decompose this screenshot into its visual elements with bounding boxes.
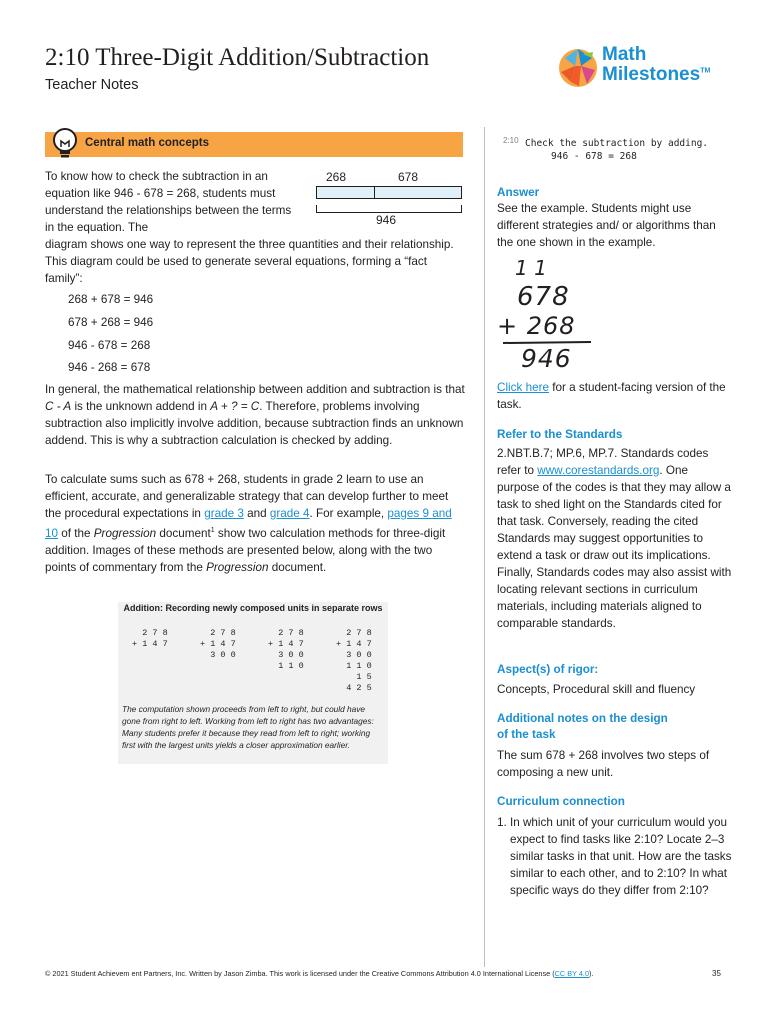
curriculum-number: 1.: [497, 816, 507, 829]
concept-paragraph-1a: To know how to check the subtraction in an equation like 946 - 678 = 268, students must understand the relationships between the terms in the equation. The: [45, 170, 292, 234]
page-title: 2:10 Three-Digit Addition/Subtraction: [45, 44, 430, 71]
page-number: 35: [712, 969, 721, 978]
footer-license: © 2021 Student Achievem ent Partners, Inc. Written by Jason Zimba. This work is licensed under the Creative Commons Attribution 4.0 International License (CC BY 4.0).: [45, 969, 594, 978]
banner-label: Central math concepts: [85, 137, 209, 149]
fact-family-equation: 946 - 678 = 268: [68, 339, 151, 352]
grade-4-link[interactable]: grade 4: [269, 507, 310, 520]
cc-by-link[interactable]: CC BY 4.0: [554, 969, 589, 978]
fact-family-equation: 268 + 678 = 946: [68, 293, 154, 306]
pages-9-10-link[interactable]: pages 9 and 10: [45, 507, 452, 540]
handwritten-solution: [497, 256, 607, 374]
corestandards-link[interactable]: www.corestandards.org: [537, 464, 660, 477]
logo-text-math: Math: [602, 44, 647, 65]
handwritten-top: 678: [517, 282, 570, 312]
grade-3-link[interactable]: grade 3: [204, 507, 244, 520]
logo-text-milestones: Milestones™: [602, 64, 711, 85]
task-number: 2:10: [503, 136, 519, 145]
answer-text: See the example. Students might use different strategies and/ or algorithms than the one shown in the example.: [497, 202, 716, 249]
progression-figure: [118, 602, 388, 764]
page-subtitle: Teacher Notes: [45, 77, 139, 93]
rigor-heading: Aspect(s) of rigor:: [497, 663, 599, 676]
rigor-text: Concepts, Procedural skill and fluency: [497, 683, 696, 696]
tape-bar: [316, 186, 462, 199]
curriculum-text: In which unit of your curriculum would you expect to find tasks like 2:10? Locate 2–3 similar tasks in that unit. How are the tasks similar to each other, and to 2:10? In what specific ways do they differ from 2:10?: [510, 816, 732, 897]
handwritten-bottom: + 268: [497, 312, 576, 340]
design-heading-line1: Additional notes on the design: [497, 712, 668, 725]
design-heading-line2: of the task: [497, 728, 556, 741]
design-text: The sum 678 + 268 involves two steps of composing a new unit.: [497, 749, 710, 779]
figure-caption: The computation shown proceeds from left to right, but could have gone from right to left. Working from left to right has two advantages: Many students prefer it because they read from left to right; working first with the largest units yields a closer approximation earlier.: [122, 704, 374, 750]
handwritten-result: 946: [521, 344, 572, 373]
tape-right-label: 678: [398, 170, 419, 184]
tape-total-label: 946: [376, 213, 397, 227]
lightbulb-icon: [50, 127, 80, 161]
central-concepts-banner: [45, 132, 463, 157]
tape-left-label: 268: [326, 170, 347, 184]
task-text: Check the subtraction by adding. 946 - 678 = 268: [525, 138, 709, 162]
math-milestones-logo: [557, 44, 737, 92]
fact-family-equation: 946 - 268 = 678: [68, 361, 151, 374]
column-divider: [484, 127, 485, 967]
curriculum-heading: Curriculum connection: [497, 795, 625, 808]
student-version-text: Click here for a student-facing version of the task.: [497, 381, 726, 411]
task-box: [497, 133, 727, 167]
fact-family-equation: 678 + 268 = 946: [68, 316, 154, 329]
logo-mark-icon: [557, 46, 599, 90]
concept-paragraph-3: To calculate sums such as 678 + 268, students in grade 2 learn to use an efficient, accurate, and generalizable strategy that can develop further to meet the procedural expectations in grade 3 and grade 4. For example, pages 9 and 10 of the Progression document$^1$ show two calculation methods for three-digit addition. Images of these methods are presented below, along with the two points of commentary from the Progression document.: [45, 473, 452, 574]
standards-heading: Refer to the Standards: [497, 428, 623, 441]
figure-column-2: 2 7 8 + 1 4 7 3 0 0: [200, 628, 236, 660]
tape-partition: [374, 186, 375, 199]
click-here-link[interactable]: Click here: [497, 381, 549, 394]
handwritten-carry: 1 1: [515, 256, 547, 280]
figure-title: Addition: Recording newly composed units in separate rows: [123, 603, 383, 613]
figure-column-1: 2 7 8 + 1 4 7: [132, 628, 168, 649]
tape-bracket: [316, 205, 462, 213]
standards-text: 2.NBT.B.7; MP.6, MP.7. Standards codes refer to www.corestandards.org. One purpose of the codes is that they may allow a task to shed light on the Standards cited for that task. Conversely, reading the cited Standards may suggest opportunities to extend a task or draw out its implications. Finally, Standards codes may also assist with locating relevant sections in curriculum materials, including materials aligned to comparable standards.: [497, 447, 732, 630]
figure-column-3: 2 7 8 + 1 4 7 3 0 0 1 1 0: [268, 628, 304, 671]
figure-column-4: 2 7 8 + 1 4 7 3 0 0 1 1 0 1 5 4 2 5: [336, 628, 372, 693]
concept-paragraph-1b: diagram shows one way to represent the three quantities and their relationship. This diagram could be used to generate several equations, forming a “fact family”:: [45, 238, 454, 285]
answer-heading: Answer: [497, 186, 540, 199]
concept-paragraph-2: In general, the mathematical relationship between addition and subtraction is that C - A is the unknown addend in A + ? = C. Therefore, problems involving subtraction also implicitly involve addition, because subtraction finds an unknown addend. This is why a subtraction calculation is checked by adding.: [45, 383, 465, 447]
